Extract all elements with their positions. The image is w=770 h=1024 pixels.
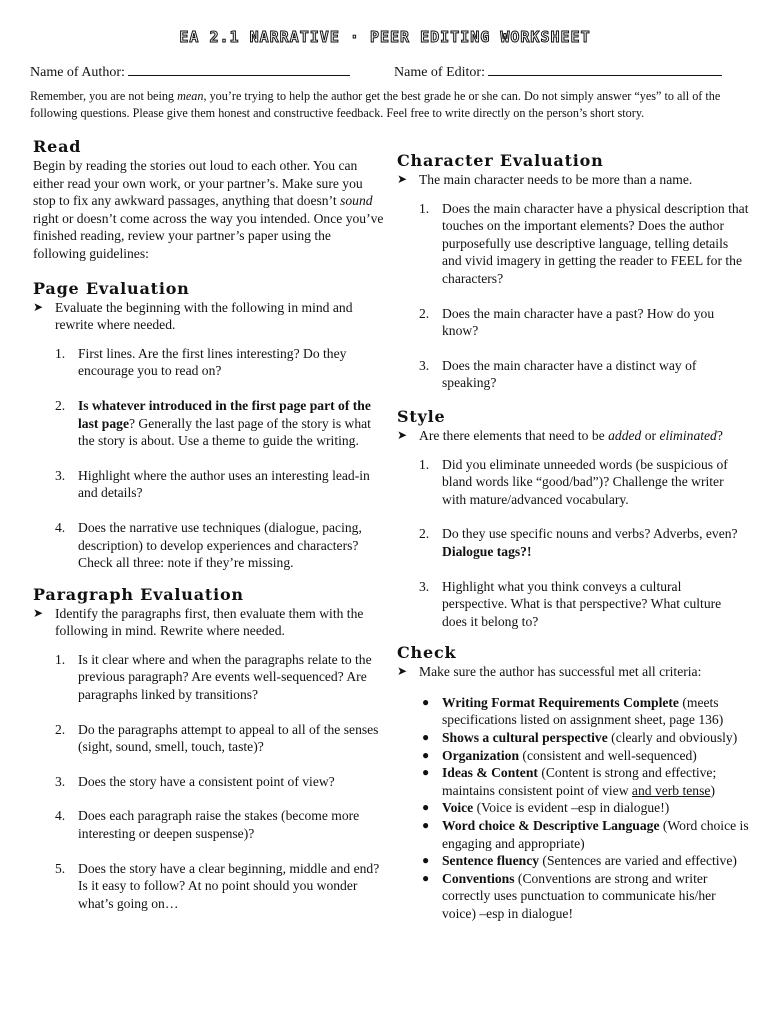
read-paragraph <box>33 157 385 263</box>
arrow-icon: ➤ <box>33 605 44 620</box>
bullet-text: (consistent and well-sequenced) <box>519 747 697 763</box>
item-number: 2. <box>419 526 430 542</box>
character-eval-intro-text: The main character needs to be more than a name. <box>419 172 693 187</box>
item-text: Does each paragraph raise the stakes (become more interesting or deepen suspense)? <box>78 808 360 842</box>
list-item <box>33 721 385 756</box>
bullet-icon: ● <box>422 765 430 780</box>
style-eliminated: eliminated <box>659 427 717 443</box>
bullet-bold: Writing Format Requirements Complete <box>442 694 679 710</box>
page-eval-intro-text: Evaluate the beginning with the following in mind and rewrite where needed. <box>55 299 353 333</box>
style-added: added <box>608 427 642 443</box>
list-item <box>397 817 749 852</box>
bullet-bold: Word choice & Descriptive Language <box>442 818 660 834</box>
read-sound: sound <box>340 193 373 209</box>
list-item <box>397 525 749 560</box>
item-text: Highlight where the author uses an interesting lead-in and details? <box>78 467 370 501</box>
editor-blank-line[interactable] <box>488 62 722 76</box>
item-bold: Is whatever introduced in the first page part of the last page <box>78 397 371 431</box>
paragraph-eval-intro-text: Identify the paragraphs first, then evaluate them with the following in mind. Rewrite where needed. <box>55 605 364 639</box>
bullet-text: (meets specifications listed on assignment sheet, page 136) <box>442 694 724 728</box>
bullet-icon: ● <box>422 870 430 885</box>
author-blank-line[interactable] <box>128 62 350 76</box>
bullet-tail: ) <box>710 782 715 798</box>
arrow-icon: ➤ <box>33 299 44 314</box>
author-label: Name of Author: <box>30 65 125 80</box>
list-item <box>397 578 749 631</box>
character-eval-list <box>397 200 749 392</box>
item-number: 3. <box>419 357 430 373</box>
list-item <box>33 345 385 380</box>
list-item <box>397 694 749 729</box>
item-number: 1. <box>55 345 66 361</box>
bullet-icon: ● <box>422 853 430 868</box>
style-intro-c: ? <box>716 427 723 443</box>
arrow-icon: ➤ <box>397 664 408 679</box>
list-item <box>397 200 749 288</box>
paragraph-eval-intro <box>33 605 385 640</box>
list-item <box>397 747 749 765</box>
intro-paragraph <box>30 88 748 121</box>
item-number: 4. <box>55 808 66 824</box>
worksheet-title: EA 2.1 NARRATIVE · PEER EDITING WORKSHEET <box>179 28 591 46</box>
character-eval-intro <box>397 171 749 189</box>
item-number: 4. <box>55 519 66 535</box>
item-text: ? Generally the last page of the story is what the story is about. Use a theme to guide the writing. <box>78 415 371 449</box>
read-heading: Read <box>33 137 82 156</box>
list-item <box>33 860 385 913</box>
page-eval-list <box>33 345 385 572</box>
list-item <box>33 397 385 450</box>
list-item <box>397 852 749 870</box>
page-eval-heading: Page Evaluation <box>33 278 190 298</box>
list-item <box>397 870 749 923</box>
author-field <box>30 62 350 81</box>
bullet-bold: Shows a cultural perspective <box>442 730 608 746</box>
list-item <box>397 305 749 340</box>
item-number: 2. <box>55 721 66 737</box>
item-text: Highlight what you think conveys a cultural perspective. What is that perspective? What culture does it belong to? <box>442 578 722 629</box>
bullet-bold: Sentence fluency <box>442 853 540 869</box>
item-number: 3. <box>419 578 430 594</box>
style-intro-a: Are there elements that need to be <box>419 427 609 443</box>
bullet-icon: ● <box>422 747 430 762</box>
item-number: 2. <box>419 305 430 321</box>
paragraph-eval-list <box>33 651 385 913</box>
page-eval-intro <box>33 299 385 334</box>
bullet-text: (clearly and obviously) <box>607 730 738 746</box>
item-number: 5. <box>55 860 66 876</box>
arrow-icon: ➤ <box>397 427 408 442</box>
intro-text-a: Remember, you are not being <box>30 89 178 103</box>
list-item <box>33 651 385 704</box>
editor-field <box>394 62 722 81</box>
bullet-text: (Sentences are varied and effective) <box>539 853 737 869</box>
item-text: First lines. Are the first lines interesting? Do they encourage you to read on? <box>78 345 347 379</box>
list-item <box>33 807 385 842</box>
style-heading: Style <box>397 406 446 426</box>
bullet-text: (Conventions are strong and writer correctly uses punctuation to communicate his/her voice) –esp in dialogue! <box>442 870 716 921</box>
list-item <box>397 357 749 392</box>
check-intro <box>397 663 749 681</box>
item-number: 1. <box>419 200 430 216</box>
list-item <box>397 764 749 799</box>
character-eval-heading: Character Evaluation <box>397 151 604 170</box>
check-heading: Check <box>397 643 457 663</box>
style-intro-b: or <box>641 427 660 443</box>
list-item <box>397 456 749 509</box>
item-text: Did you eliminate unneeded words (be suspicious of bland words like “good/bad”)? Challenge the writer with mature/advanced vocabulary. <box>442 456 728 507</box>
bullet-bold: Voice <box>442 800 474 816</box>
item-number: 3. <box>55 773 66 789</box>
bullet-bold: Ideas & Content <box>442 765 538 781</box>
item-text: Is it clear where and when the paragraphs relate to the previous paragraph? Are events well-sequenced? Are paragraphs linked by transitions? <box>78 651 372 703</box>
check-intro-text: Make sure the author has successful met all criteria: <box>419 664 702 680</box>
style-list <box>397 456 749 631</box>
bullet-icon: ● <box>422 694 430 709</box>
item-bold: Dialogue tags?! <box>442 543 532 559</box>
bullet-icon: ● <box>422 730 430 745</box>
item-text: Does the main character have a past? How do you know? <box>442 305 715 339</box>
left-column <box>33 138 385 912</box>
item-text: Do the paragraphs attempt to appeal to all of the senses (sight, sound, smell, touch, taste)? <box>78 721 379 755</box>
editor-label: Name of Editor: <box>394 65 485 80</box>
item-text: Does the main character have a physical description that touches on the important elements? Does the author purposefully use descriptive language, telling details and vivid imagery in getting the reader to FEEL for the characters? <box>442 200 749 286</box>
item-text: Does the narrative use techniques (dialogue, pacing, description) to develop experiences and characters? Check all three: note if they’re missing. <box>78 519 362 571</box>
list-item <box>397 799 749 817</box>
intro-mean: mean <box>177 89 204 103</box>
bullet-icon: ● <box>422 800 430 815</box>
bullet-text: (Content is strong and effective; maintains consistent point of view <box>442 765 717 798</box>
bullet-icon: ● <box>422 818 430 833</box>
list-item <box>397 729 749 747</box>
list-item <box>33 773 385 791</box>
bullet-underline: and verb tense <box>631 782 711 798</box>
item-number: 3. <box>55 467 66 483</box>
item-number: 1. <box>55 651 66 667</box>
bullet-text: (Word choice is engaging and appropriate) <box>442 818 749 851</box>
read-text-2: right or doesn’t come across the way you intended. Once you’ve finished reading, review your partner’s paper using the following guidelines: <box>33 210 384 261</box>
item-text: Do they use specific nouns and verbs? Adverbs, even? <box>442 526 738 542</box>
style-intro <box>397 427 749 445</box>
intro-text-b: , you’re trying to help the author get the best grade he or she can. Do not simply answer “yes” to all of the following questions. Please give them honest and constructive feedback. Feel free to write directly on the person’s short story. <box>30 89 721 120</box>
list-item <box>33 519 385 572</box>
item-text: Does the story have a consistent point of view? <box>78 773 335 789</box>
list-item <box>33 467 385 502</box>
right-column <box>397 152 749 923</box>
paragraph-eval-heading: Paragraph Evaluation <box>33 584 244 604</box>
item-text: Does the story have a clear beginning, middle and end? Is it easy to follow? At no point should you wonder what’s going on… <box>78 860 380 911</box>
bullet-text: (Voice is evident –esp in dialogue!) <box>473 800 670 816</box>
bullet-bold: Organization <box>442 747 520 763</box>
arrow-icon: ➤ <box>397 172 408 186</box>
item-number: 2. <box>55 397 66 413</box>
check-bullet-list <box>397 694 749 923</box>
read-text-1: Begin by reading the stories out loud to each other. You can either read your own work, or your partner’s. Make sure you stop to fix any awkward passages, anything that doesn’t <box>33 158 363 209</box>
item-number: 1. <box>419 456 430 472</box>
bullet-bold: Conventions <box>442 870 515 886</box>
item-text: Does the main character have a distinct way of speaking? <box>442 357 697 391</box>
